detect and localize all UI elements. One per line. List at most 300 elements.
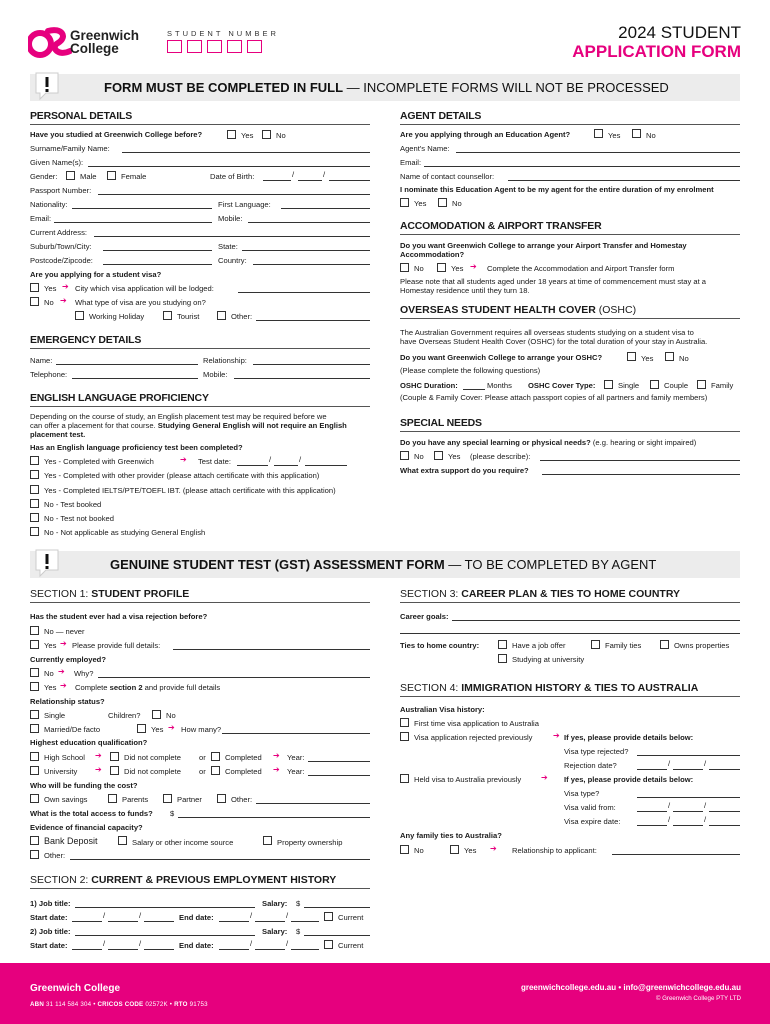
gender-label: Gender:: [30, 172, 58, 181]
rejection-no-checkbox[interactable]: [30, 626, 39, 635]
gender-female-checkbox[interactable]: [107, 171, 116, 180]
children-no-checkbox[interactable]: [152, 710, 161, 719]
uni-completed-checkbox[interactable]: [211, 766, 220, 775]
arrow-right-icon: ➔: [273, 765, 280, 774]
email-label: Email:: [30, 214, 52, 223]
test-date-label: Test date:: [198, 457, 231, 466]
property-checkbox[interactable]: [263, 836, 272, 845]
relationship-applicant-label: Relationship to applicant:: [512, 846, 597, 855]
emergency-mobile-label: Mobile:: [203, 370, 228, 379]
studying-uni-checkbox[interactable]: [498, 654, 507, 663]
arrow-right-icon: ➔: [553, 731, 560, 740]
salary-checkbox[interactable]: [118, 836, 127, 845]
oshc-duration-field[interactable]: [463, 389, 485, 390]
parents-checkbox[interactable]: [108, 794, 117, 803]
section-name: CAREER PLAN & TIES TO HOME COUNTRY: [461, 588, 681, 600]
employed-question: Currently employed?: [30, 655, 106, 664]
current-checkbox[interactable]: [324, 912, 333, 921]
label: No: [452, 199, 462, 208]
counsellor-field[interactable]: [508, 180, 740, 181]
expire-label: Visa expire date:: [564, 817, 621, 826]
agent-question: Are you applying through an Education Agent?: [400, 130, 571, 139]
section-3-title: [400, 588, 680, 600]
section-name: IMMIGRATION HISTORY & TIES TO AUSTRALIA: [461, 682, 699, 694]
funding-question: Who will be funding the cost?: [30, 781, 138, 790]
agent-no-checkbox[interactable]: [632, 129, 641, 138]
arrow-right-icon: ➔: [273, 751, 280, 760]
special-no-checkbox[interactable]: [400, 451, 409, 460]
section-prefix: SECTION 3:: [400, 588, 462, 600]
valid-from-field[interactable]: [709, 811, 740, 812]
or-label: or: [199, 767, 206, 776]
arrow-right-icon: ➔: [60, 681, 67, 690]
total-funds-field[interactable]: [178, 817, 370, 818]
emergency-mobile-field[interactable]: [234, 378, 370, 379]
state-field[interactable]: [242, 250, 370, 251]
label: No — never: [44, 627, 85, 636]
university-checkbox[interactable]: [30, 766, 39, 775]
cover-single-checkbox[interactable]: [604, 380, 613, 389]
evidence-question: Evidence of financial capacity?: [30, 823, 143, 832]
given-name-field[interactable]: [88, 166, 370, 167]
gst-bold: GENUINE STUDENT TEST (GST) ASSESSMENT FORM: [110, 557, 445, 572]
first-time-checkbox[interactable]: [400, 718, 409, 727]
rejection-date-field[interactable]: [637, 769, 667, 770]
or-label: or: [199, 753, 206, 762]
end-date-field[interactable]: [219, 949, 249, 950]
passport-field[interactable]: [98, 194, 370, 195]
section-title-oshc: [400, 304, 636, 316]
rejected-checkbox[interactable]: [400, 732, 409, 741]
label: High School: [44, 753, 85, 762]
telephone-label: Telephone:: [30, 370, 68, 379]
label: Yes: [641, 354, 654, 363]
hs-year-field[interactable]: [308, 761, 370, 762]
uni-year-field[interactable]: [308, 775, 370, 776]
english-option-checkbox[interactable]: [30, 470, 39, 479]
label: Tourist: [177, 312, 200, 321]
separator: •: [93, 1001, 96, 1008]
label: Did not complete: [124, 767, 181, 776]
first-language-field[interactable]: [281, 208, 370, 209]
cover-couple-checkbox[interactable]: [650, 380, 659, 389]
label: Married/De facto: [44, 725, 101, 734]
label: Yes: [448, 452, 461, 461]
label: Yes: [241, 131, 254, 140]
gender-male-checkbox[interactable]: [66, 171, 75, 180]
cricos-label: CRICOS CODE: [97, 1001, 144, 1008]
owns-properties-checkbox[interactable]: [660, 640, 669, 649]
dob-year-field[interactable]: [329, 180, 370, 181]
english-option-checkbox[interactable]: [30, 456, 39, 465]
label: Other:: [231, 312, 253, 321]
suburb-label: Suburb/Town/City:: [30, 242, 92, 251]
nominate-label: I nominate this Education Agent to be my agent for the entire duration of my enrolment: [400, 185, 714, 194]
arrow-right-icon: ➔: [58, 667, 65, 676]
student-number-box[interactable]: [227, 40, 242, 53]
dob-day-field[interactable]: [263, 180, 291, 181]
section-1-title: [30, 588, 189, 600]
accom-no-checkbox[interactable]: [400, 263, 409, 272]
held-visa-checkbox[interactable]: [400, 774, 409, 783]
cricos-value: 02572K: [145, 1001, 168, 1008]
job-offer-checkbox[interactable]: [498, 640, 507, 649]
copyright: © Greenwich College PTY LTD: [655, 995, 741, 1002]
student-number-box[interactable]: [167, 40, 182, 53]
english-option-checkbox[interactable]: [30, 513, 39, 522]
accom-yes-checkbox[interactable]: [437, 263, 446, 272]
accom-question: Do you want Greenwich College to arrange your Airport Transfer and Homestay: [400, 241, 687, 250]
valid-from-field[interactable]: [673, 811, 703, 812]
label: No: [679, 354, 689, 363]
section-prefix: SECTION 4:: [400, 682, 462, 694]
address-label: Current Address:: [30, 228, 87, 237]
oshc-title: OVERSEAS STUDENT HEALTH COVER: [400, 304, 596, 316]
studied-yes-checkbox[interactable]: [227, 130, 236, 139]
gst-banner: [30, 551, 740, 578]
hs-completed-checkbox[interactable]: [211, 752, 220, 761]
section-title-accommodation: ACCOMODATION & AIRPORT TRANSFER: [400, 220, 602, 232]
postcode-field[interactable]: [103, 264, 212, 265]
student-number-box[interactable]: [187, 40, 202, 53]
job-title-label: 1) Job title:: [30, 899, 71, 908]
job-title-field[interactable]: [75, 935, 255, 936]
oshc-para: The Australian Government requires all overseas students studying on a student visa to: [400, 328, 694, 337]
test-date-field[interactable]: [305, 465, 347, 466]
label: Couple: [664, 381, 689, 390]
family-yes-checkbox[interactable]: [450, 845, 459, 854]
nationality-field[interactable]: [72, 208, 212, 209]
student-number-label: STUDENT NUMBER: [167, 29, 279, 38]
relationship-label: Relationship:: [203, 356, 247, 365]
label: Female: [121, 172, 147, 181]
logo-text-line1: Greenwich: [70, 28, 140, 43]
agent-name-label: Agent's Name:: [400, 144, 450, 153]
student-number-box[interactable]: [247, 40, 262, 53]
rejection-date-field[interactable]: [709, 769, 740, 770]
salary-field[interactable]: [304, 935, 370, 936]
arrow-right-icon: ➔: [490, 844, 497, 853]
label: Family: [711, 381, 734, 390]
oshc-duration-label: OSHC Duration:: [400, 381, 458, 390]
section-name: CURRENT & PREVIOUS EMPLOYMENT HISTORY: [91, 874, 337, 886]
career-goals-field[interactable]: [452, 620, 740, 621]
how-many-label: How many?: [181, 725, 222, 734]
rejection-date-field[interactable]: [673, 769, 703, 770]
english-option-label: Yes - Completed with Greenwich: [44, 457, 154, 466]
label: Yes: [151, 725, 164, 734]
expire-field[interactable]: [709, 825, 740, 826]
if-yes-label: If yes, please provide details below:: [564, 775, 694, 784]
label: Yes: [451, 264, 464, 273]
label: No: [276, 131, 286, 140]
relationship-field[interactable]: [253, 364, 370, 365]
suburb-field[interactable]: [103, 250, 212, 251]
arrow-right-icon: ➔: [470, 262, 477, 271]
section-title-english: ENGLISH LANGUAGE PROFICIENCY: [30, 392, 209, 404]
test-date-field[interactable]: [274, 465, 298, 466]
label: Have a job offer: [512, 641, 566, 650]
tourist-checkbox[interactable]: [163, 311, 172, 320]
visa-type-label: Visa type?: [564, 789, 600, 798]
english-option-checkbox[interactable]: [30, 485, 39, 494]
rejection-date-label: Rejection date?: [564, 761, 617, 770]
mobile-field[interactable]: [248, 222, 370, 223]
section-title-emergency: EMERGENCY DETAILS: [30, 334, 142, 346]
label: Yes: [44, 284, 57, 293]
visa-type-rejected-label: Visa type rejected?: [564, 747, 629, 756]
current-checkbox[interactable]: [324, 940, 333, 949]
complete-text-bold: section 2: [109, 683, 143, 692]
english-para-bold: Studying General English will not require an English: [157, 421, 347, 430]
footer: [0, 963, 770, 1024]
why-field[interactable]: [98, 677, 370, 678]
label: Salary or other income source: [132, 838, 234, 847]
abn-label: ABN: [30, 1001, 45, 1008]
visa-type-label: What type of visa are you studying on?: [75, 298, 206, 307]
start-date-field[interactable]: [144, 949, 174, 950]
label: Male: [80, 172, 97, 181]
bank-deposit-checkbox[interactable]: [30, 836, 39, 845]
label: No: [44, 298, 54, 307]
english-option-checkbox[interactable]: [30, 499, 39, 508]
label: Current: [338, 941, 364, 950]
end-date-field[interactable]: [255, 921, 285, 922]
separator: •: [169, 1001, 173, 1008]
nominate-no-checkbox[interactable]: [438, 198, 447, 207]
label: Single: [618, 381, 640, 390]
rejection-question: Has the student ever had a visa rejection before?: [30, 612, 208, 621]
visa-no-checkbox[interactable]: [30, 297, 39, 306]
career-goals-label: Career goals:: [400, 612, 449, 621]
visa-city-field[interactable]: [238, 292, 370, 293]
funding-other-checkbox[interactable]: [217, 794, 226, 803]
email-field[interactable]: [54, 222, 212, 223]
visa-type-rejected-field[interactable]: [637, 755, 740, 756]
married-checkbox[interactable]: [30, 724, 39, 733]
describe-field[interactable]: [540, 460, 740, 461]
special-yes-checkbox[interactable]: [434, 451, 443, 460]
arrow-right-icon: ➔: [60, 296, 67, 305]
rejection-details-field[interactable]: [173, 649, 370, 650]
family-no-checkbox[interactable]: [400, 845, 409, 854]
footer-college-name: Greenwich College: [30, 983, 121, 994]
label: Parents: [122, 795, 149, 804]
oshc-question: Do you want Greenwich College to arrange your OSHC?: [400, 353, 603, 362]
label: Partner: [177, 795, 202, 804]
label: Own savings: [44, 795, 88, 804]
salary-field[interactable]: [304, 907, 370, 908]
hs-didnot-checkbox[interactable]: [110, 752, 119, 761]
oshc-yes-checkbox[interactable]: [627, 352, 636, 361]
support-label: What extra support do you require?: [400, 466, 529, 475]
website-link[interactable]: greenwichcollege.edu.au: [520, 983, 617, 992]
end-date-label: End date:: [179, 913, 214, 922]
section-title-personal: PERSONAL DETAILS: [30, 110, 133, 122]
section-name: STUDENT PROFILE: [91, 588, 190, 600]
children-yes-checkbox[interactable]: [137, 724, 146, 733]
employed-no-checkbox[interactable]: [30, 668, 39, 677]
funding-other-field[interactable]: [256, 803, 370, 804]
first-language-label: First Language:: [218, 200, 271, 209]
start-date-field[interactable]: [108, 921, 138, 922]
label: Single: [44, 711, 66, 720]
accom-note: Please note that all students aged under 18 years at time of commencement must stay at a: [400, 277, 707, 286]
emergency-name-field[interactable]: [56, 364, 198, 365]
accom-note: Homestay residence until they turn 18.: [400, 286, 530, 295]
english-para: Depending on the course of study, an English placement test may be required before we: [30, 412, 327, 421]
family-ties-question: Any family ties to Australia?: [400, 831, 502, 840]
arrow-right-icon: ➔: [541, 773, 548, 782]
studied-no-checkbox[interactable]: [262, 130, 271, 139]
start-date-field[interactable]: [108, 949, 138, 950]
notice-rest: — INCOMPLETE FORMS WILL NOT BE PROCESSED: [343, 80, 669, 95]
total-funds-question: What is the total access to funds?: [30, 809, 153, 818]
arrow-right-icon: ➔: [168, 723, 175, 732]
test-date-field[interactable]: [237, 465, 268, 466]
start-date-label: Start date:: [30, 941, 68, 950]
section-4-title: [400, 682, 698, 694]
ties-home-label: Ties to home country:: [400, 641, 480, 650]
complete-text: Complete: [75, 683, 110, 692]
relationship-question: Relationship status?: [30, 697, 105, 706]
accom-question: Accommodation?: [400, 250, 465, 259]
postcode-label: Postcode/Zipcode:: [30, 256, 93, 265]
agent-email-label: Email:: [400, 158, 422, 167]
label: No: [414, 264, 424, 273]
family-ties-checkbox[interactable]: [591, 640, 600, 649]
why-label: Why?: [74, 669, 94, 678]
salary-label: Salary:: [262, 899, 288, 908]
email-link[interactable]: info@greenwichcollege.edu.au: [623, 983, 741, 992]
student-number-box[interactable]: [207, 40, 222, 53]
cover-family-checkbox[interactable]: [697, 380, 706, 389]
visa-other-checkbox[interactable]: [217, 311, 226, 320]
surname-label: Surname/Family Name:: [30, 144, 110, 153]
country-field[interactable]: [253, 264, 370, 265]
label: Bank Deposit: [44, 836, 98, 846]
counsellor-label: Name of contact counsellor:: [400, 172, 495, 181]
logo-mark-icon: [28, 25, 72, 61]
separator: •: [618, 983, 622, 992]
end-date-label: End date:: [179, 941, 214, 950]
dollar-sign: $: [296, 927, 301, 936]
oshc-para: have Overseas Student Health Cover (OSHC) for the total duration of your stay in Australia.: [400, 337, 708, 346]
own-savings-checkbox[interactable]: [30, 794, 39, 803]
valid-from-field[interactable]: [637, 811, 667, 812]
expire-field[interactable]: [673, 825, 703, 826]
studied-before-label: Have you studied at Greenwich College before?: [30, 130, 203, 139]
telephone-field[interactable]: [72, 378, 198, 379]
dob-month-field[interactable]: [298, 180, 322, 181]
describe-label: (please describe):: [470, 452, 531, 461]
section-title-agent: AGENT DETAILS: [400, 110, 482, 122]
label: Owns properties: [674, 641, 730, 650]
dollar-sign: $: [296, 899, 301, 908]
label: First time visa application to Australia: [414, 719, 539, 728]
arrow-right-icon: ➔: [95, 751, 102, 760]
start-date-field[interactable]: [72, 949, 102, 950]
special-question: Do you have any special learning or physical needs?: [400, 438, 591, 447]
relationship-applicant-field[interactable]: [612, 854, 740, 855]
english-option-label: No - Test not booked: [44, 514, 114, 523]
support-field[interactable]: [542, 474, 740, 475]
label: Held visa to Australia previously: [414, 775, 522, 784]
english-option-checkbox[interactable]: [30, 527, 39, 536]
working-holiday-checkbox[interactable]: [75, 311, 84, 320]
label: Other:: [231, 795, 253, 804]
end-date-field[interactable]: [255, 949, 285, 950]
address-field[interactable]: [94, 236, 370, 237]
uni-didnot-checkbox[interactable]: [110, 766, 119, 775]
oshc-complete-note: (Please complete the following questions): [400, 366, 541, 375]
job-title-field[interactable]: [75, 907, 255, 908]
surname-field[interactable]: [122, 152, 370, 153]
start-date-field[interactable]: [72, 921, 102, 922]
label: No: [646, 131, 656, 140]
expire-field[interactable]: [637, 825, 667, 826]
agent-name-field[interactable]: [456, 152, 740, 153]
agent-yes-checkbox[interactable]: [594, 129, 603, 138]
gst-rest: — TO BE COMPLETED BY AGENT: [444, 557, 657, 572]
english-para: can offer a placement for that course.: [30, 421, 156, 430]
oshc-no-checkbox[interactable]: [665, 352, 674, 361]
arrow-right-icon: ➔: [95, 765, 102, 774]
months-label: Months: [487, 381, 512, 390]
how-many-field[interactable]: [222, 733, 370, 734]
end-date-field[interactable]: [291, 921, 319, 922]
visa-other-field[interactable]: [256, 320, 370, 321]
english-option-label: No - Test booked: [44, 500, 102, 509]
nominate-yes-checkbox[interactable]: [400, 198, 409, 207]
evidence-other-checkbox[interactable]: [30, 850, 39, 859]
valid-from-label: Visa valid from:: [564, 803, 616, 812]
section-title-special: SPECIAL NEEDS: [400, 417, 482, 429]
agent-email-field[interactable]: [424, 166, 740, 167]
label: No: [166, 711, 176, 720]
label: University: [44, 767, 78, 776]
label: Studying at university: [512, 655, 585, 664]
employed-yes-checkbox[interactable]: [30, 682, 39, 691]
label: Did not complete: [124, 753, 181, 762]
label: Other:: [44, 851, 66, 860]
rejection-yes-checkbox[interactable]: [30, 640, 39, 649]
label: No: [44, 669, 54, 678]
partner-checkbox[interactable]: [163, 794, 172, 803]
student-visa-label: Are you applying for a student visa?: [30, 270, 162, 279]
highschool-checkbox[interactable]: [30, 752, 39, 761]
visa-type-field[interactable]: [637, 797, 740, 798]
arrow-right-icon: ➔: [180, 455, 187, 464]
evidence-other-field[interactable]: [70, 859, 370, 860]
english-option-label: No - Not applicable as studying General English: [44, 528, 206, 537]
start-date-field[interactable]: [144, 921, 174, 922]
complete-text: and provide full details: [142, 683, 221, 692]
label: Completed: [225, 753, 262, 762]
education-question: Highest education qualification?: [30, 738, 148, 747]
form-title: APPLICATION FORM: [572, 42, 741, 61]
provide-details-label: Please provide full details:: [72, 641, 161, 650]
visa-yes-checkbox[interactable]: [30, 283, 39, 292]
end-date-field[interactable]: [291, 949, 319, 950]
career-goals-field[interactable]: [400, 633, 740, 634]
visa-history-label: Australian Visa history:: [400, 705, 485, 714]
section-prefix: SECTION 1:: [30, 588, 92, 600]
exclamation-flag-icon: [34, 71, 60, 101]
notice-banner: [30, 74, 740, 101]
single-checkbox[interactable]: [30, 710, 39, 719]
end-date-field[interactable]: [219, 921, 249, 922]
